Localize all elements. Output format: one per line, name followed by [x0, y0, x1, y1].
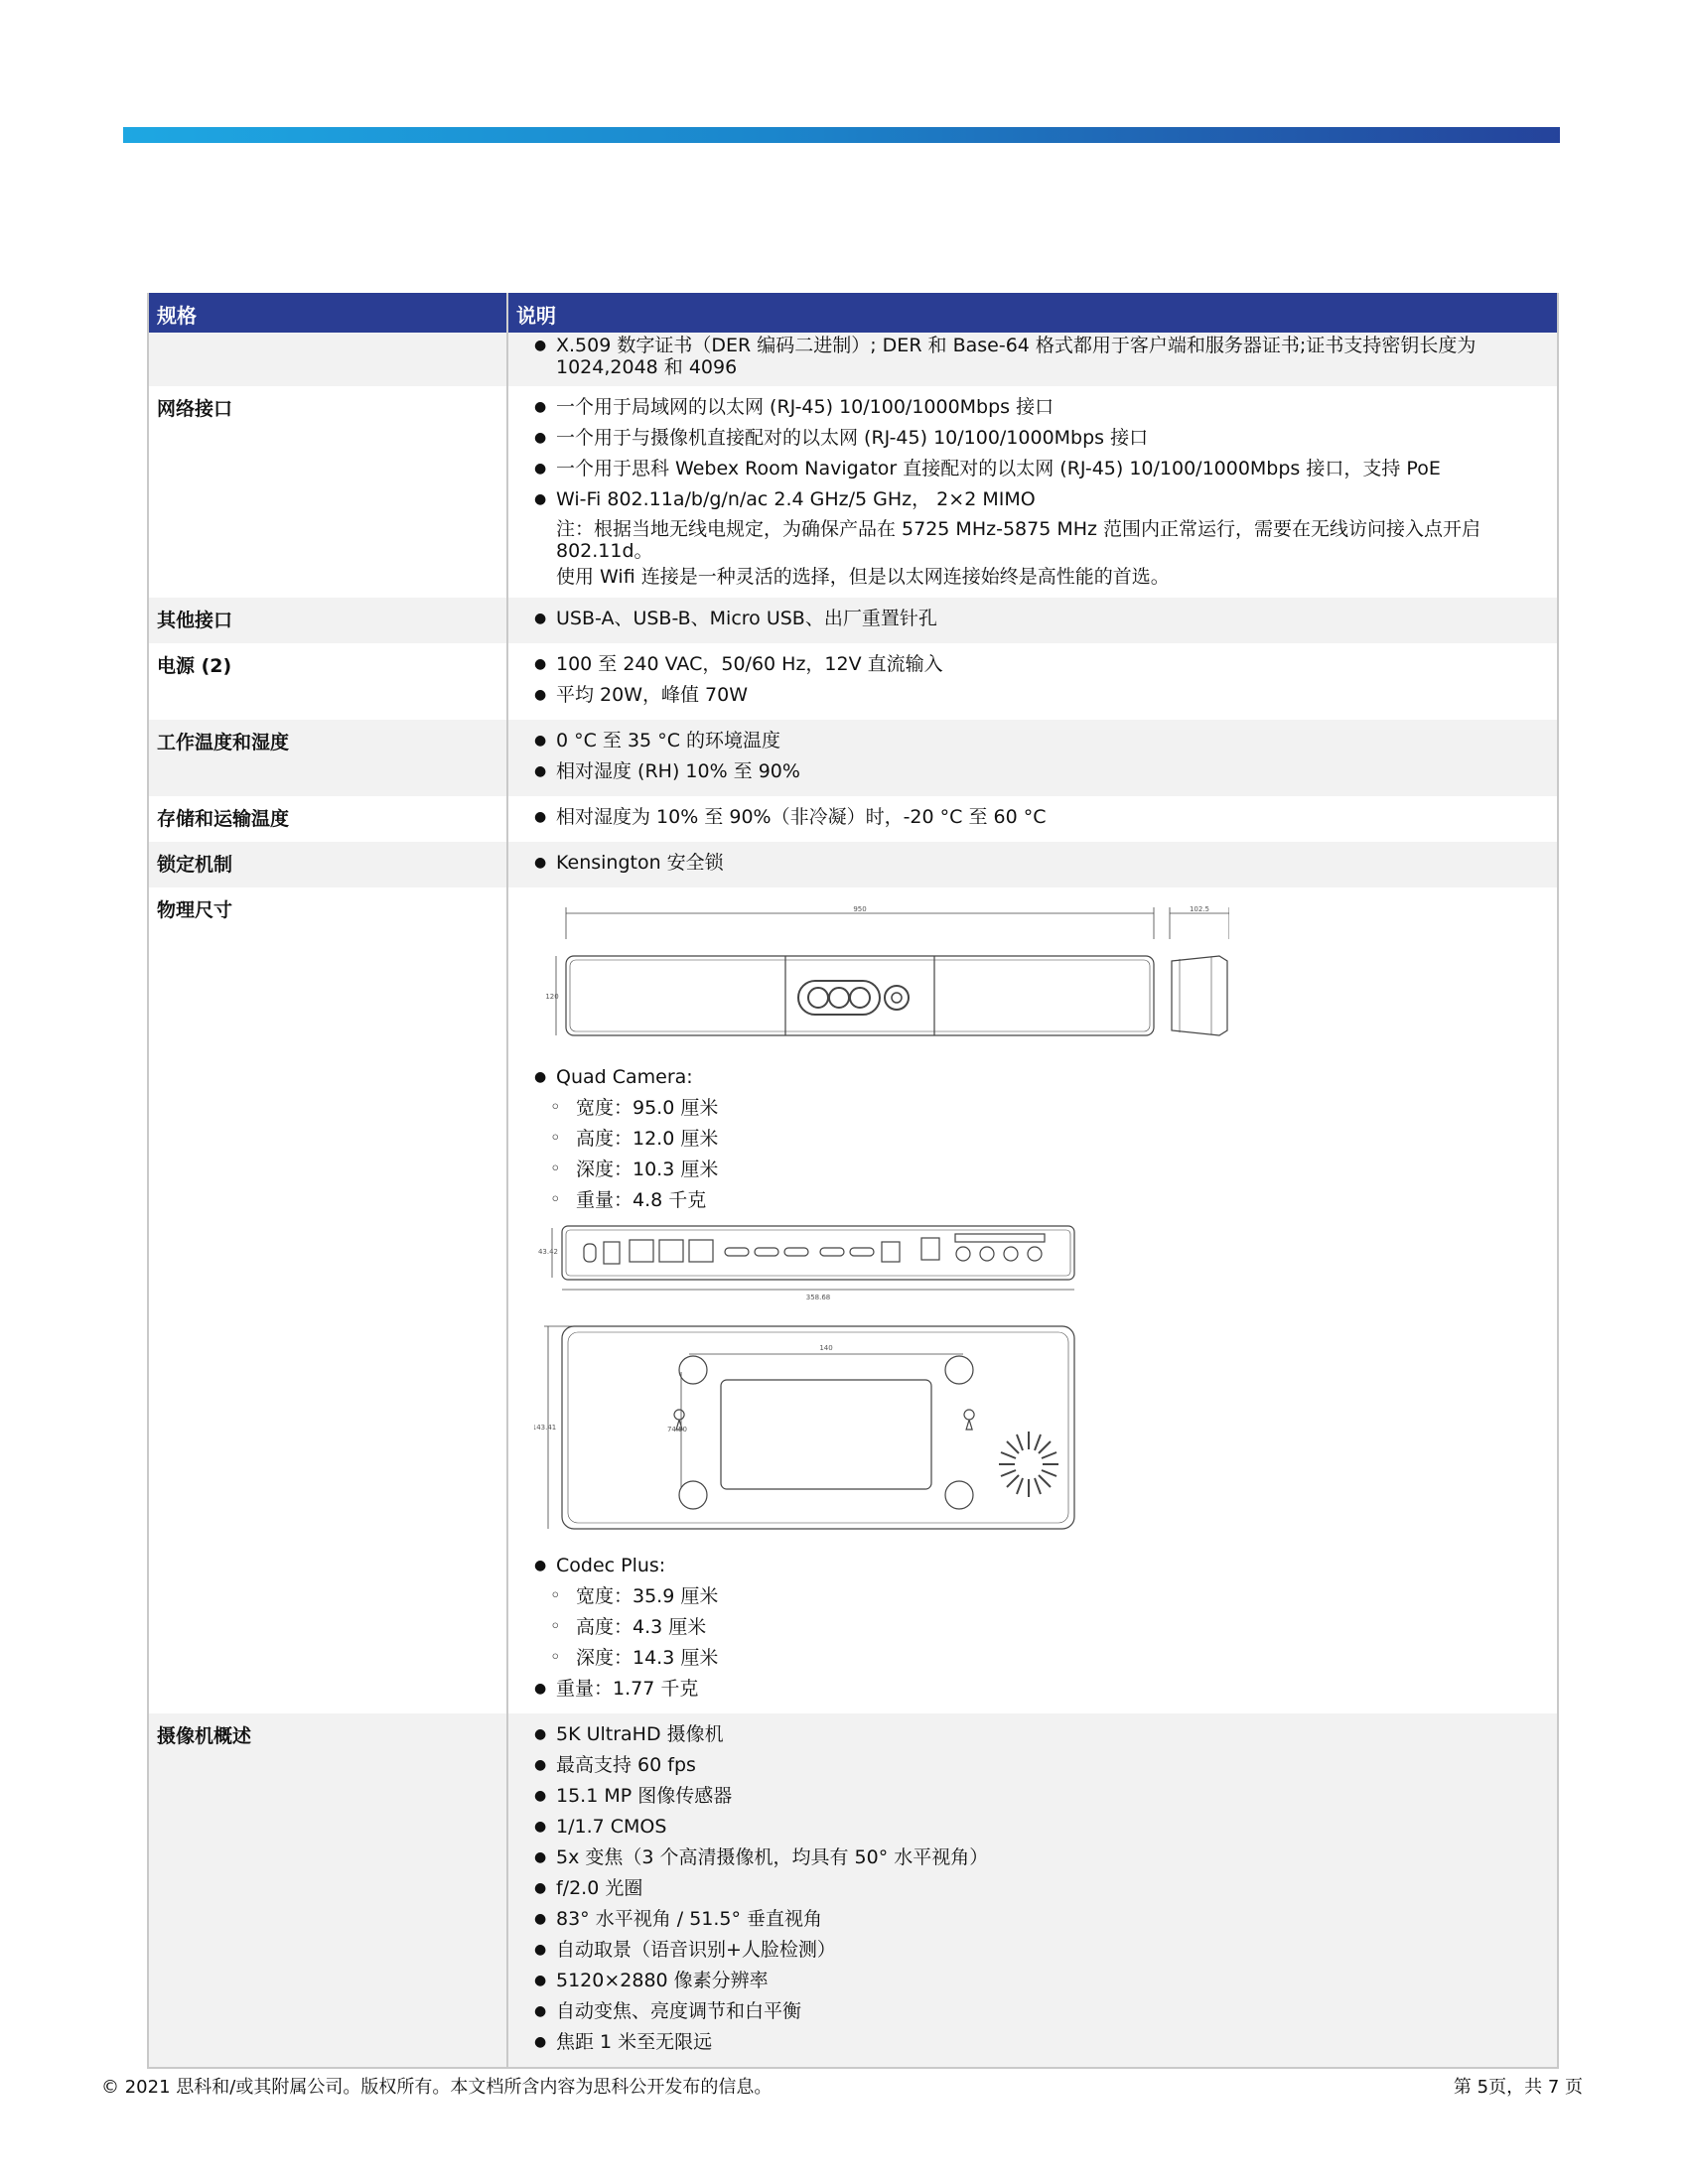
list-item: ● 1/1.7 CMOS — [534, 1815, 1549, 1839]
table-row-op-temp — [149, 720, 1557, 796]
list-item: ● 一个用于局域网的以太网 (RJ-45) 10/100/1000Mbps 接口 — [534, 395, 1549, 419]
header-gradient-bar — [123, 127, 1560, 143]
list-item: ● 5x 变焦（3 个高清摄像机，均具有 50° 水平视角） — [534, 1845, 1549, 1869]
header-desc: 说明 — [516, 304, 556, 328]
list-item: ● 平均 20W，峰值 70W — [534, 683, 1549, 707]
row-label: 其他接口 — [149, 598, 508, 643]
table-row-camera — [149, 1713, 1557, 2067]
table-row-x509 — [149, 333, 1557, 386]
row-label: 电源 (2) — [149, 643, 508, 720]
dimension-label: 43.42 — [537, 1248, 559, 1256]
dimension-label: 358.68 — [805, 1294, 831, 1301]
codec-rear-svg — [534, 1220, 1090, 1305]
dimension-label: 74.50 — [666, 1426, 688, 1433]
table-row-power — [149, 643, 1557, 720]
quad-camera-drawing — [534, 901, 1549, 1055]
list-item: ● 自动取景（语音识别+人脸检测） — [534, 1938, 1549, 1962]
list-item: ● f/2.0 光圈 — [534, 1876, 1549, 1900]
header-spec: 规格 — [149, 293, 508, 333]
sub-item: ◦ 重量：4.8 千克 — [534, 1188, 1549, 1212]
table-row-dimensions — [149, 887, 1557, 1713]
row-label: 物理尺寸 — [149, 887, 508, 1713]
quad-camera-svg — [534, 901, 1229, 1050]
list-item: ● USB-A、USB-B、Micro USB、出厂重置针孔 — [534, 607, 1549, 630]
codec-bottom-svg — [534, 1320, 1090, 1539]
codec-rear-drawing — [534, 1220, 1549, 1310]
list-item: ● 0 °C 至 35 °C 的环境温度 — [534, 729, 1549, 752]
row-label: 摄像机概述 — [149, 1713, 508, 2067]
list-item: ● 5120×2880 像素分辨率 — [534, 1969, 1549, 1992]
row-label: 存储和运输温度 — [149, 796, 508, 842]
list-item: ● 83° 水平视角 / 51.5° 垂直视角 — [534, 1907, 1549, 1931]
list-item: ● 自动变焦、亮度调节和白平衡 — [534, 1999, 1549, 2023]
row-label-empty — [149, 333, 508, 386]
list-item: ● Codec Plus: — [534, 1554, 1549, 1577]
list-item: ● 最高支持 60 fps — [534, 1753, 1549, 1777]
list-item: ● 5K UltraHD 摄像机 — [534, 1722, 1549, 1746]
sub-item: ◦ 宽度：35.9 厘米 — [534, 1584, 1549, 1608]
dimension-label: 120 — [545, 993, 559, 1001]
spec-table — [147, 293, 1559, 2069]
list-item: ● 重量：1.77 千克 — [534, 1677, 1549, 1701]
row-label: 网络接口 — [149, 386, 508, 598]
footer-copyright: © 2021 思科和/或其附属公司。版权所有。本文档所含内容为思科公开发布的信息。 — [101, 2077, 773, 2098]
table-row-storage — [149, 796, 1557, 842]
sub-item: ◦ 深度：14.3 厘米 — [534, 1646, 1549, 1670]
table-row-network — [149, 386, 1557, 598]
table-header — [149, 293, 1557, 333]
note-text: 使用 Wifi 连接是一种灵活的选择，但是以太网连接始终是高性能的首选。 — [556, 566, 1170, 588]
list-item: ● 一个用于与摄像机直接配对的以太网 (RJ-45) 10/100/1000Mbps 接口 — [534, 426, 1549, 450]
footer-page-number: 第 5页，共 7 页 — [1453, 2077, 1583, 2098]
dimension-label: 950 — [853, 905, 867, 913]
codec-bottom-drawing — [534, 1320, 1549, 1544]
sub-item: ◦ 高度：4.3 厘米 — [534, 1615, 1549, 1639]
dimension-label: 140 — [819, 1344, 833, 1352]
list-item: ● Kensington 安全锁 — [534, 851, 1549, 875]
list-item: ● 100 至 240 VAC，50/60 Hz，12V 直流输入 — [534, 652, 1549, 676]
table-row-lock — [149, 842, 1557, 887]
row-label: 工作温度和湿度 — [149, 720, 508, 796]
dimension-label: 143.41 — [534, 1424, 557, 1432]
sub-item: ◦ 深度：10.3 厘米 — [534, 1158, 1549, 1181]
list-item: ● 焦距 1 米至无限远 — [534, 2030, 1549, 2054]
table-row-other-ports — [149, 598, 1557, 643]
list-item: ● Quad Camera: — [534, 1065, 1549, 1089]
dimension-label: 102.5 — [1189, 905, 1210, 913]
row-label: 锁定机制 — [149, 842, 508, 887]
list-item: ● 相对湿度为 10% 至 90%（非冷凝）时，-20 °C 至 60 °C — [534, 805, 1549, 829]
note-text: 注：根据当地无线电规定，为确保产品在 5725 MHz-5875 MHz 范围内正常运行，需要在无线访问接入点开启 802.11d。 — [556, 518, 1481, 562]
sub-item: ◦ 高度：12.0 厘米 — [534, 1127, 1549, 1151]
list-item: ● 一个用于思科 Webex Room Navigator 直接配对的以太网 (RJ-45) 10/100/1000Mbps 接口，支持 PoE — [534, 457, 1549, 480]
list-item: ● 相对湿度 (RH) 10% 至 90% — [534, 759, 1549, 783]
list-item: ● Wi-Fi 802.11a/b/g/n/ac 2.4 GHz/5 GHz， 2×2 MIMO — [534, 487, 1549, 511]
sub-item: ◦ 宽度：95.0 厘米 — [534, 1096, 1549, 1120]
list-item: ● 15.1 MP 图像传感器 — [534, 1784, 1549, 1808]
list-item: ● X.509 数字证书（DER 编码二进制）; DER 和 Base-64 格式都用于客户端和服务器证书;证书支持密钥长度为 1024,2048 和 4096 — [534, 335, 1549, 378]
